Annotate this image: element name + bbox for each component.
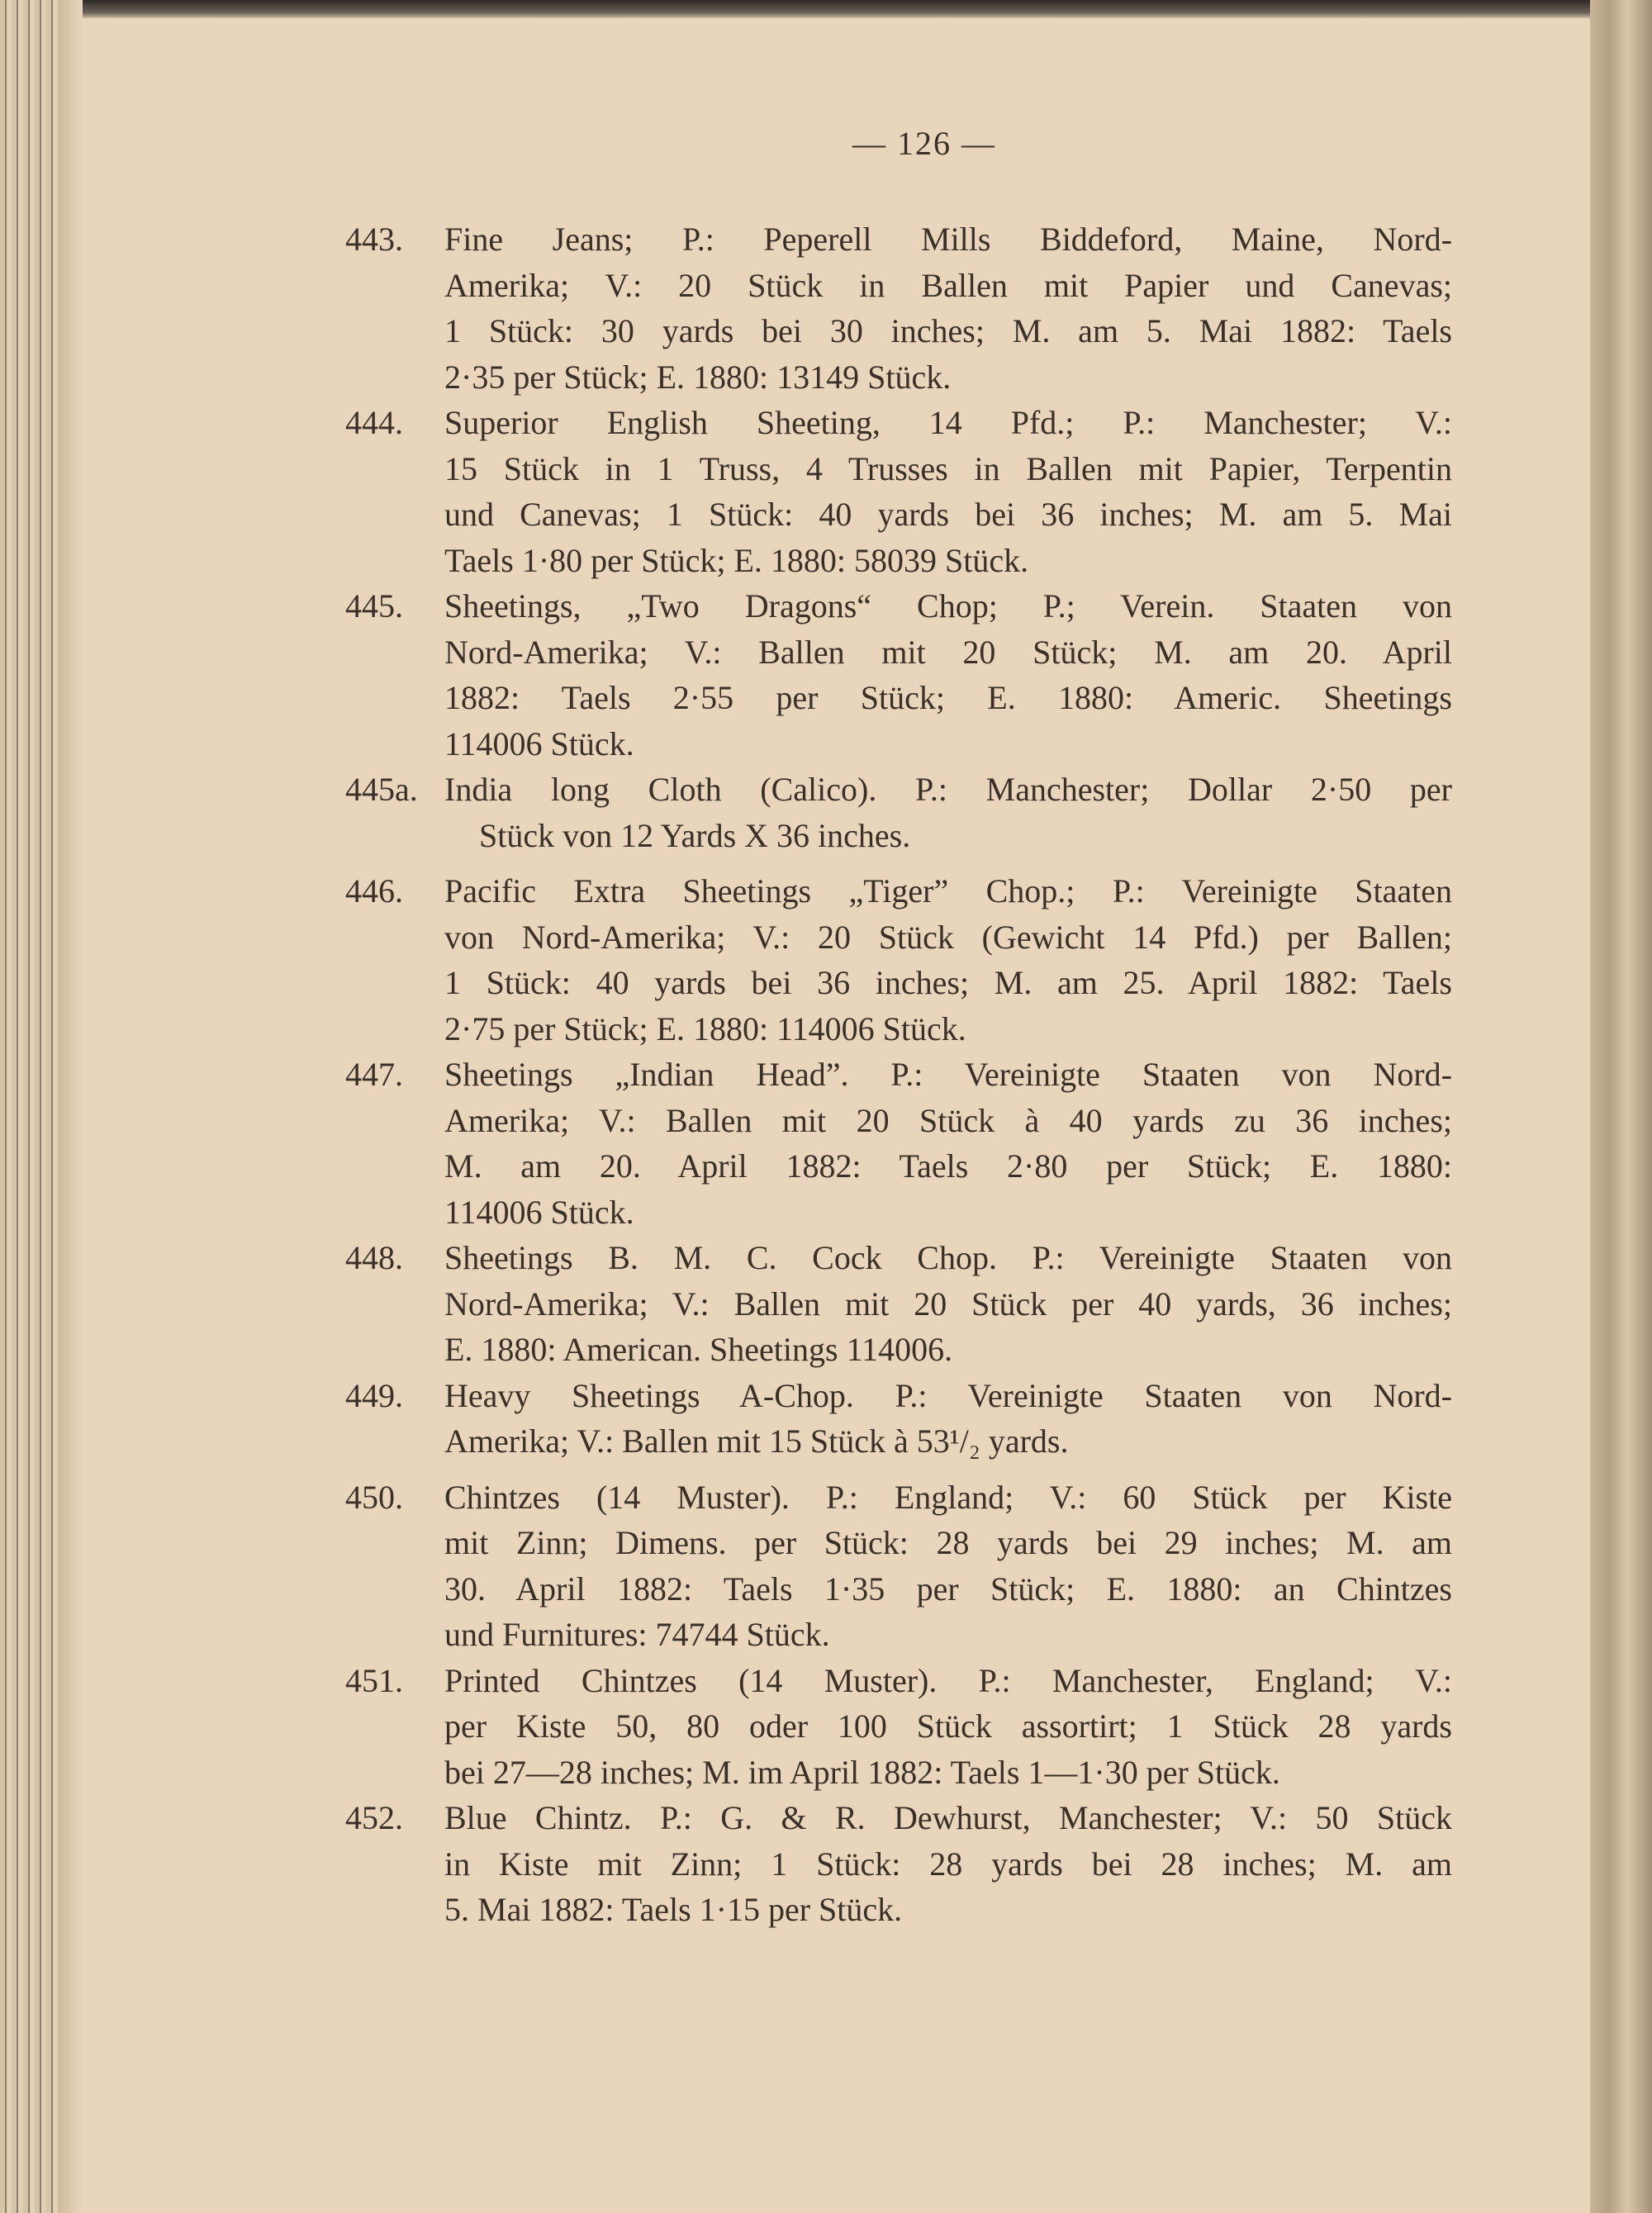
catalog-entry [345,1373,1452,1465]
entry-number: 452. [345,1799,403,1836]
entry-number: 445a. [345,771,418,808]
entry-text-line: Taels 1·80 per Stück; E. 1880: 58039 Stück. [444,541,1029,579]
catalog-entry [345,767,1452,858]
entry-text-line: Amerika; V.: Ballen mit 15 Stück à 53¹/₂ yards. [444,1422,1069,1460]
entry-text-line: in Kiste mit Zinn; 1 Stück: 28 yards bei 28 inches; M. am [444,1845,1452,1883]
entry-text-line: Blue Chintz. P.: G. & R. Dewhurst, Manchester; V.: 50 Stück [444,1799,1452,1836]
entry-text-line: 1 Stück: 30 yards bei 30 inches; M. am 5. Mai 1882: Taels [444,312,1452,349]
entry-text-line: Sheetings B. M. C. Cock Chop. P.: Vereinigte Staaten von [444,1239,1452,1276]
entry-text-line: Pacific Extra Sheetings „Tiger” Chop.; P.: Vereinigte Staaten [444,872,1452,909]
entry-text-line: 1882: Taels 2·55 per Stück; E. 1880: Americ. Sheetings [444,679,1452,716]
entry-text-line: 1 Stück: 40 yards bei 36 inches; M. am 25. April 1882: Taels [444,964,1452,1001]
entry-text-line: E. 1880: American. Sheetings 114006. [444,1331,953,1368]
entry-text-line: 114006 Stück. [444,1193,634,1231]
entry-text-line: 30. April 1882: Taels 1·35 per Stück; E. 1880: an Chintzes [444,1570,1452,1608]
catalog-entry [345,1052,1452,1235]
entry-text-line: Printed Chintzes (14 Muster). P.: Manchester, England; V.: [444,1661,1452,1699]
entry-text-line: 15 Stück in 1 Truss, 4 Trusses in Ballen mit Papier, Terpentin [444,449,1452,487]
catalog-entry [345,216,1452,400]
entry-text-line: India long Cloth (Calico). P.: Manchester; Dollar 2·50 per [444,771,1452,808]
entry-text-line: Sheetings „Indian Head”. P.: Vereinigte Staaten von Nord- [444,1056,1452,1093]
catalog-entry [345,1235,1452,1373]
entry-number: 445. [345,587,403,624]
catalog-entry [345,1795,1452,1933]
next-page-edge [1590,0,1652,2213]
entry-number: 447. [345,1056,403,1093]
entry-text-line: 5. Mai 1882: Taels 1·15 per Stück. [444,1891,903,1928]
gutter-shadow [58,0,83,2213]
entry-text-line: M. am 20. April 1882: Taels 2·80 per Stück; E. 1880: [444,1147,1452,1185]
catalog-entries [345,216,1452,1933]
entry-text-line: 2·75 per Stück; E. 1880: 114006 Stück. [444,1009,966,1047]
entry-text-line: Sheetings, „Two Dragons“ Chop; P.; Verein. Staaten von [444,587,1452,624]
entry-text-line: Heavy Sheetings A-Chop. P.: Vereinigte Staaten von Nord- [444,1376,1452,1414]
catalog-entry [345,400,1452,583]
entry-text-line: Nord-Amerika; V.: Ballen mit 20 Stück per 40 yards, 36 inches; [444,1285,1452,1323]
entry-number: 451. [345,1661,403,1699]
entry-text-line: und Canevas; 1 Stück: 40 yards bei 36 inches; M. am 5. Mai [444,496,1452,533]
book-spine-edge [0,0,1652,18]
entry-text-line: mit Zinn; Dimens. per Stück: 28 yards bei 29 inches; M. am [444,1524,1452,1561]
entry-number: 444. [345,404,403,441]
catalog-entry [345,583,1452,767]
entry-text-line: und Furnitures: 74744 Stück. [444,1616,830,1653]
entry-number: 443. [345,221,403,258]
catalog-entry [345,868,1452,1052]
entry-text-line: bei 27—28 inches; M. im April 1882: Taels 1—1·30 per Stück. [444,1753,1280,1791]
page-stack-edge [0,0,58,2213]
entry-text-line: Chintzes (14 Muster). P.: England; V.: 60 Stück per Kiste [444,1478,1452,1516]
catalog-entry [345,1475,1452,1658]
page-number: — 126 — [852,125,996,162]
entry-number: 448. [345,1239,403,1276]
entry-text-line: Fine Jeans; P.: Peperell Mills Biddeford, Maine, Nord- [444,221,1452,258]
entry-text-line: von Nord-Amerika; V.: 20 Stück (Gewicht 14 Pfd.) per Ballen; [444,918,1452,956]
entry-text-line: per Kiste 50, 80 oder 100 Stück assortirt; 1 Stück 28 yards [444,1707,1452,1745]
entry-number: 446. [345,872,403,909]
catalog-entry [345,1658,1452,1796]
entry-text-line: 2·35 per Stück; E. 1880: 13149 Stück. [444,358,952,396]
entry-number: 449. [345,1376,403,1414]
entry-number: 450. [345,1478,403,1516]
entry-text-line: Amerika; V.: 20 Stück in Ballen mit Papier und Canevas; [444,266,1452,304]
entry-text-line: Amerika; V.: Ballen mit 20 Stück à 40 yards zu 36 inches; [444,1101,1452,1139]
entry-text-line: Superior English Sheeting, 14 Pfd.; P.: Manchester; V.: [444,404,1452,441]
entry-text-line: Stück von 12 Yards X 36 inches. [479,816,911,854]
entry-text-line: 114006 Stück. [444,724,634,762]
entry-text-line: Nord-Amerika; V.: Ballen mit 20 Stück; M. am 20. April [444,633,1452,671]
